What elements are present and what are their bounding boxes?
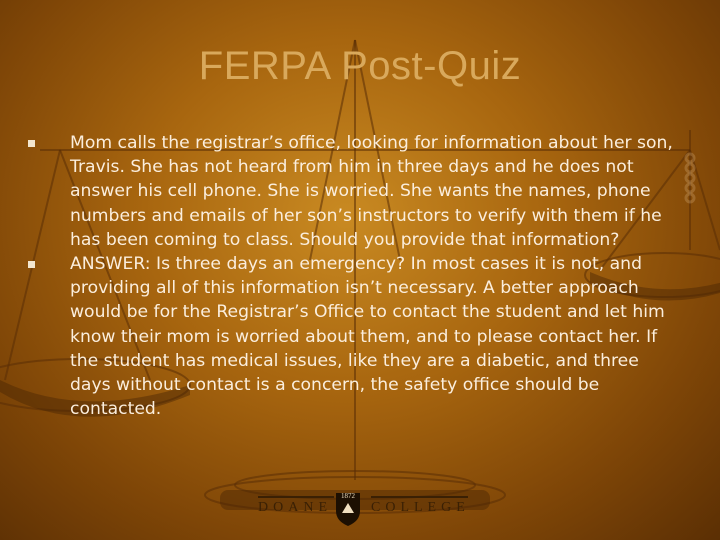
logo-rule-right bbox=[371, 496, 468, 498]
square-bullet-icon bbox=[28, 261, 35, 268]
doane-college-logo bbox=[0, 490, 720, 530]
bullet-text: Mom calls the registrar’s office, looking for information about her son, Travis. She has not heard from him in three days and he does not answer his cell phone. She is worried. She wants the names, phone numbers and emails of her son’s instructors to verify with them if he has been coming to class. Should you provide that information? bbox=[70, 133, 673, 250]
bullet-item-answer bbox=[28, 252, 678, 421]
bullet-list bbox=[28, 131, 678, 421]
bullet-text: ANSWER: Is three days an emergency? In most cases it is not, and providing all of this information isn’t necessary. A better approach would be for the Registrar’s Office to contact the student and let him know their mom is worried about them, and to please contact her. If the student has medical issues, like they are a diabetic, and three days without contact is a concern, the safety office should be contacted. bbox=[70, 254, 665, 420]
logo-rule-left bbox=[258, 496, 334, 498]
slide-title: FERPA Post-Quiz bbox=[198, 44, 522, 88]
square-bullet-icon bbox=[28, 140, 35, 147]
crest-year: 1872 bbox=[341, 492, 355, 500]
logo-text-right: COLLEGE bbox=[371, 500, 470, 515]
logo-text-left: DOANE bbox=[258, 500, 332, 515]
bullet-item-question bbox=[28, 131, 678, 252]
